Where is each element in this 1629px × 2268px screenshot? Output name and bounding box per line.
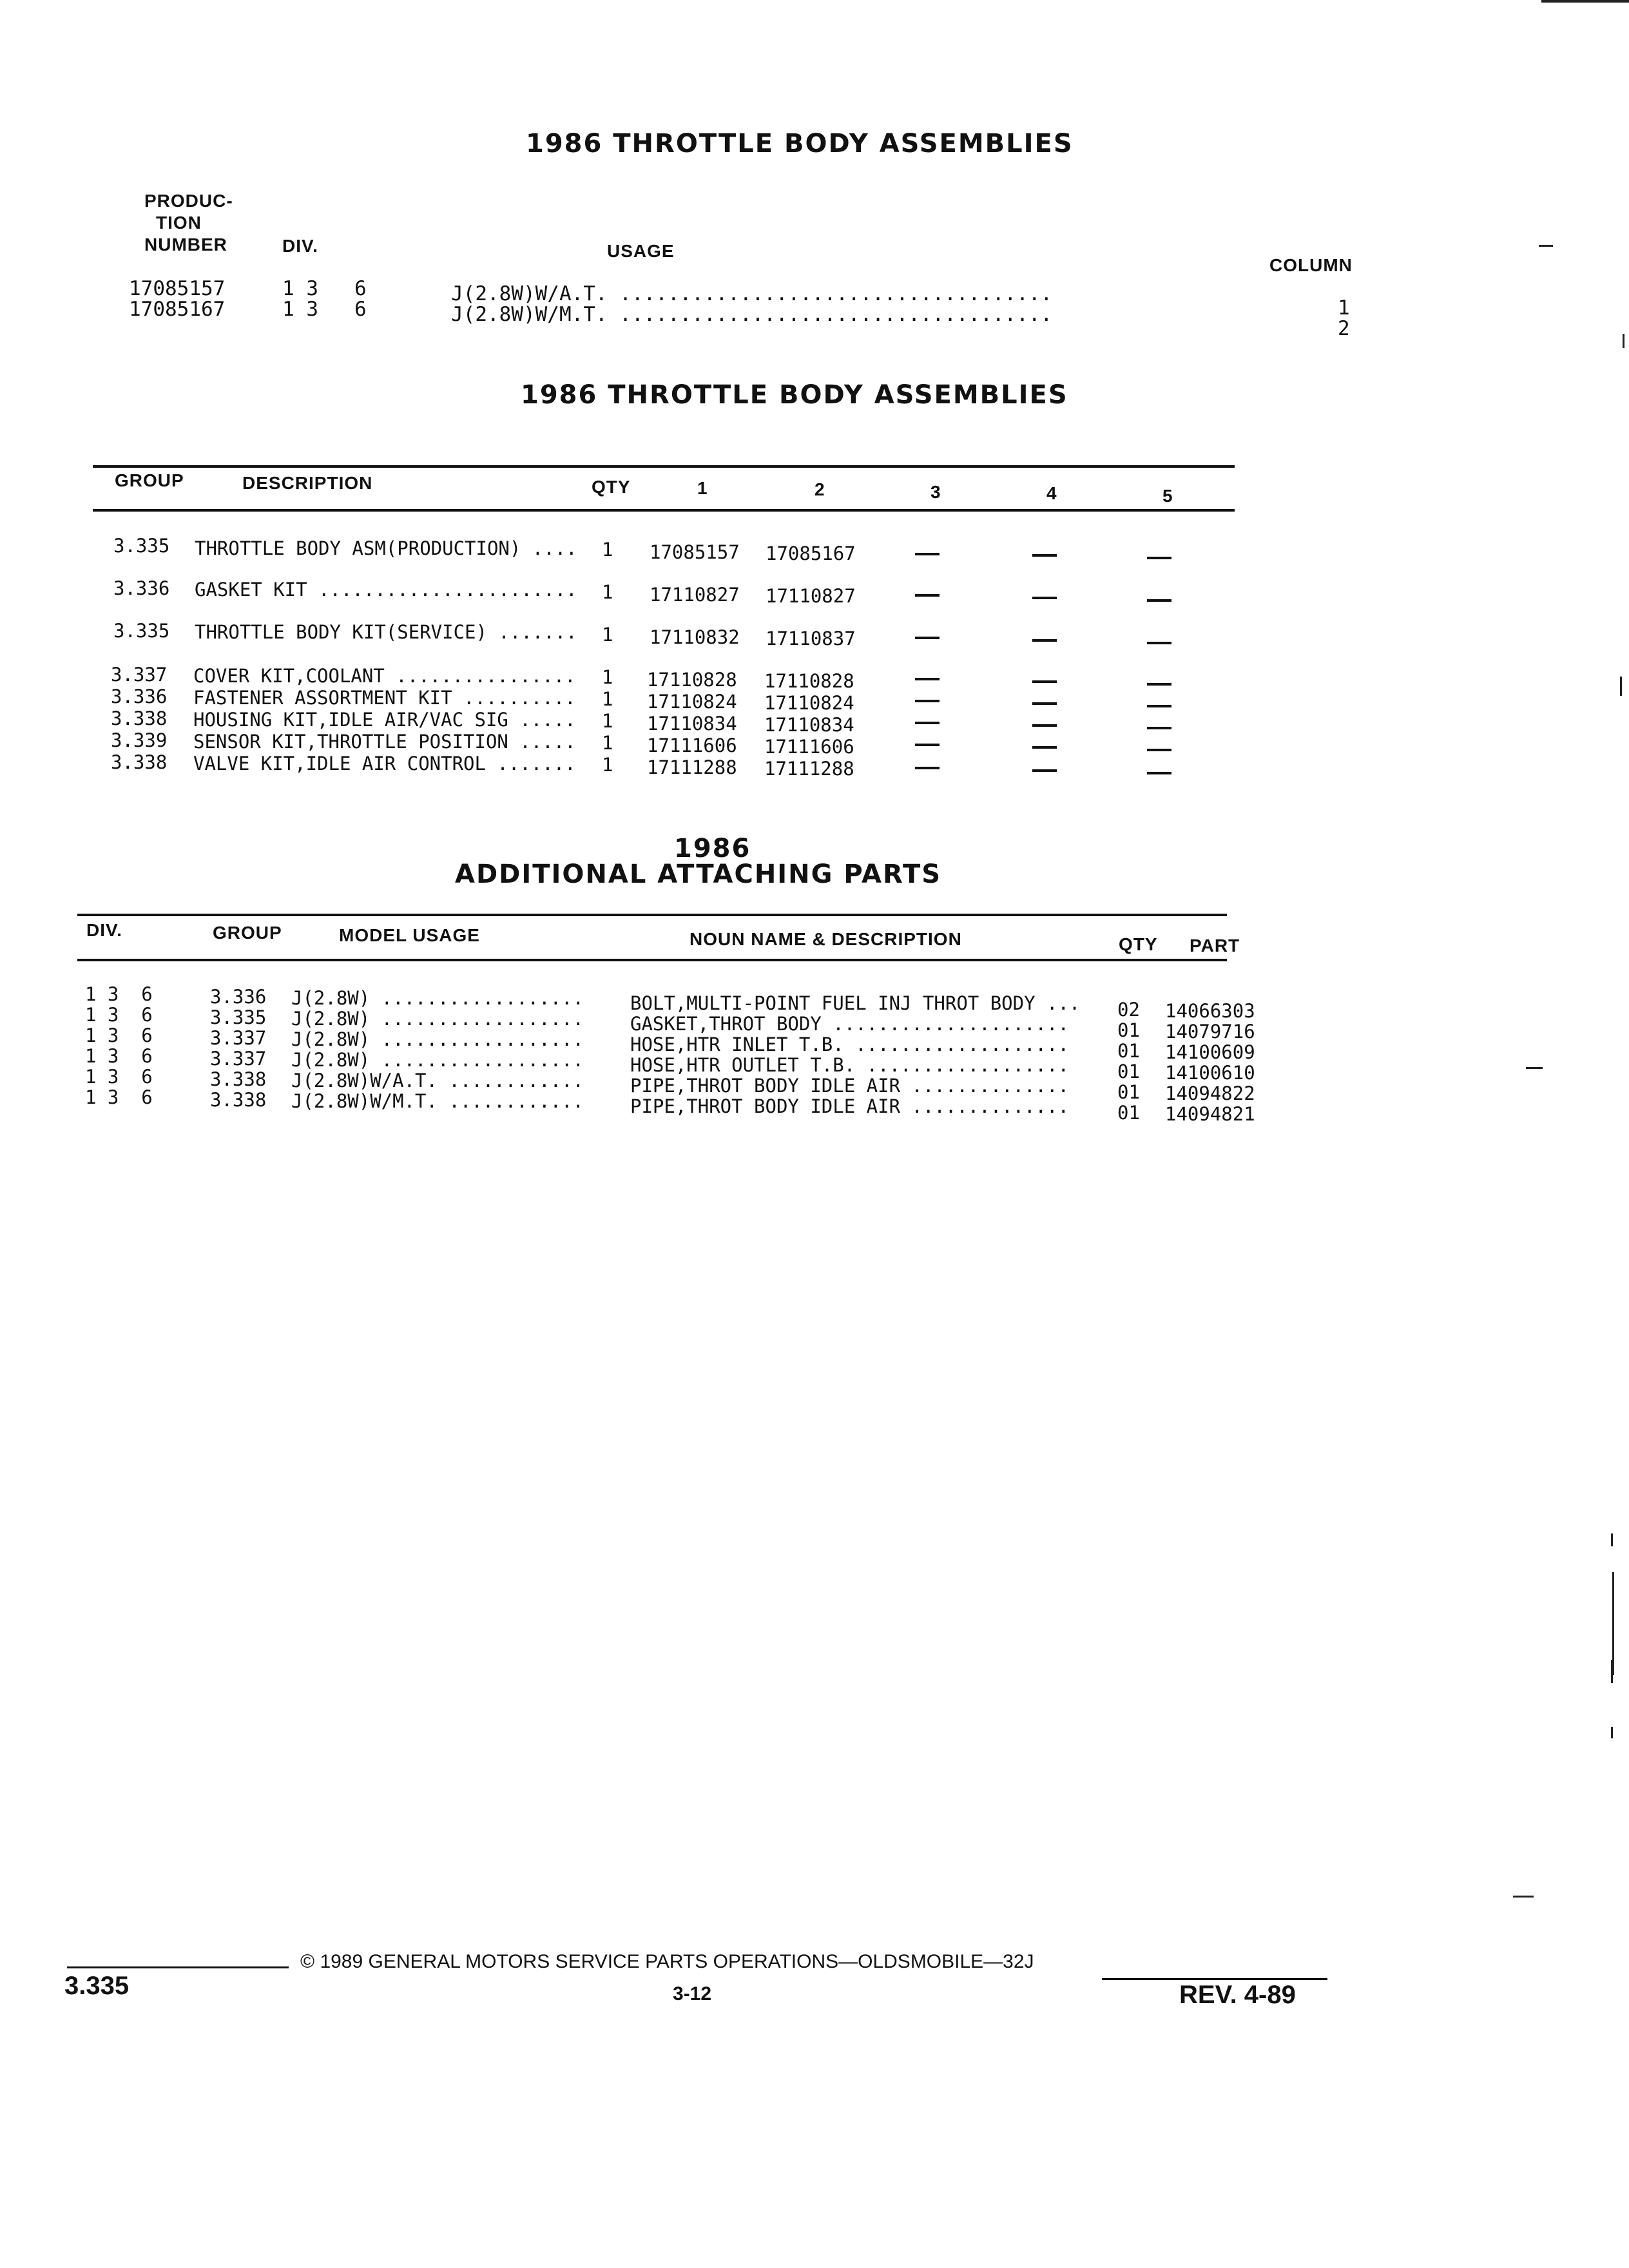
part-number: 14094821 xyxy=(1165,1103,1255,1125)
qty-header: QTY xyxy=(1119,934,1158,954)
group-header: GROUP xyxy=(213,923,282,943)
empty-column-4-dash xyxy=(1032,639,1057,642)
model-usage-header: MODEL USAGE xyxy=(339,925,480,945)
usage-text: J(2.8W)W/M.T. .................................... xyxy=(451,303,1053,326)
division-codes: 1 3 6 xyxy=(85,1024,153,1046)
production-number: 17085157 xyxy=(129,277,226,300)
part-qty: 01 xyxy=(1117,1040,1140,1062)
noun-description: HOSE,HTR INLET T.B. ................... xyxy=(630,1033,1069,1055)
noun-description: GASKET,THROT BODY ..................... xyxy=(630,1013,1069,1035)
division-codes: 1 3 6 xyxy=(85,1045,153,1067)
item-description: COVER KIT,COOLANT ................ xyxy=(193,665,576,687)
part-column-1: 17085157 xyxy=(650,541,740,563)
noun-description: HOSE,HTR OUTLET T.B. .................. xyxy=(630,1054,1069,1076)
group-number: 3.339 xyxy=(111,729,168,751)
part-qty: 02 xyxy=(1117,999,1140,1021)
production-header-line1: PRODUC- xyxy=(144,191,233,211)
item-description: SENSOR KIT,THROTTLE POSITION ..... xyxy=(193,731,576,753)
item-qty: 1 xyxy=(602,624,613,646)
empty-column-5-dash xyxy=(1147,749,1171,751)
part-qty: 01 xyxy=(1117,1061,1140,1082)
empty-column-5-dash xyxy=(1147,599,1171,602)
item-description: THROTTLE BODY KIT(SERVICE) ....... xyxy=(195,621,577,643)
empty-column-4-dash xyxy=(1032,597,1057,599)
column-3-header: 3 xyxy=(930,482,941,502)
column-header: COLUMN xyxy=(1269,255,1353,275)
empty-column-5-dash xyxy=(1147,705,1171,707)
production-header-line2: TION xyxy=(156,213,202,233)
empty-column-3-dash xyxy=(915,553,940,555)
item-qty: 1 xyxy=(602,581,613,603)
model-usage: J(2.8W)W/M.T. ............ xyxy=(291,1090,584,1112)
empty-column-5-dash xyxy=(1147,557,1171,559)
group-number: 3.337 xyxy=(210,1027,267,1049)
part-number: 14100610 xyxy=(1165,1062,1255,1084)
div-header: DIV. xyxy=(282,236,318,256)
column-number: 1 xyxy=(1338,296,1350,320)
item-description: FASTENER ASSORTMENT KIT .......... xyxy=(193,687,576,709)
part-column-2: 17111606 xyxy=(764,736,854,758)
group-number: 3.335 xyxy=(113,620,170,642)
part-number: 14100609 xyxy=(1165,1041,1255,1063)
parts-table-top-rule xyxy=(77,914,1227,916)
part-column-2: 17111288 xyxy=(764,758,854,780)
part-column-2: 17110837 xyxy=(766,628,856,649)
empty-column-4-dash xyxy=(1032,746,1057,749)
scan-mark xyxy=(1513,1896,1534,1898)
division-codes: 1 3 6 xyxy=(282,298,367,321)
division-codes: 1 3 6 xyxy=(282,277,367,300)
model-usage: J(2.8W)W/A.T. ............ xyxy=(291,1070,584,1091)
scan-mark xyxy=(1611,1533,1613,1546)
empty-column-4-dash xyxy=(1032,702,1057,705)
group-number: 3.335 xyxy=(113,535,170,557)
part-column-2: 17110827 xyxy=(766,585,856,607)
part-number: 14079716 xyxy=(1165,1021,1255,1043)
part-qty: 01 xyxy=(1117,1102,1140,1124)
footer-page-number: 3-12 xyxy=(673,1983,712,2004)
empty-column-3-dash xyxy=(915,637,940,639)
division-codes: 1 3 6 xyxy=(85,1086,153,1108)
empty-column-3-dash xyxy=(915,722,940,724)
part-header: PART xyxy=(1190,936,1240,956)
group-number: 3.336 xyxy=(113,577,170,599)
part-column-1: 17110828 xyxy=(647,669,737,691)
empty-column-4-dash xyxy=(1032,554,1057,557)
noun-description: BOLT,MULTI-POINT FUEL INJ THROT BODY ... xyxy=(630,992,1081,1014)
group-number: 3.336 xyxy=(210,986,267,1008)
empty-column-3-dash xyxy=(915,594,940,597)
division-codes: 1 3 6 xyxy=(85,983,153,1005)
empty-column-3-dash xyxy=(915,744,940,746)
group-number: 3.338 xyxy=(111,751,168,773)
scan-mark xyxy=(1623,334,1624,348)
footer-left-rule xyxy=(67,1966,289,1968)
part-column-2: 17085167 xyxy=(766,543,856,564)
group-header: GROUP xyxy=(115,470,184,490)
empty-column-3-dash xyxy=(915,678,940,680)
section3-title: ADDITIONAL ATTACHING PARTS xyxy=(455,860,942,889)
scan-mark xyxy=(1541,0,1629,3)
scan-mark xyxy=(1539,245,1553,247)
empty-column-5-dash xyxy=(1147,727,1171,729)
section2-title: 1986 THROTTLE BODY ASSEMBLIES xyxy=(521,380,1068,410)
part-qty: 01 xyxy=(1117,1081,1140,1103)
column-5-header: 5 xyxy=(1162,486,1173,506)
model-usage: J(2.8W) .................. xyxy=(291,1008,584,1030)
part-column-1: 17110827 xyxy=(650,584,740,606)
scan-mark xyxy=(1526,1067,1543,1069)
group-number: 3.338 xyxy=(210,1089,267,1111)
noun-description-header: NOUN NAME & DESCRIPTION xyxy=(689,929,962,949)
empty-column-4-dash xyxy=(1032,769,1057,772)
item-description: THROTTLE BODY ASM(PRODUCTION) .... xyxy=(195,537,577,559)
division-codes: 1 3 6 xyxy=(85,1066,153,1088)
group-number: 3.336 xyxy=(111,686,168,707)
part-number: 14066303 xyxy=(1165,1000,1255,1022)
empty-column-5-dash xyxy=(1147,772,1171,774)
item-description: HOUSING KIT,IDLE AIR/VAC SIG ..... xyxy=(193,709,576,731)
item-qty: 1 xyxy=(602,688,613,710)
part-column-2: 17110828 xyxy=(764,670,854,692)
part-column-1: 17110824 xyxy=(647,691,737,713)
group-number: 3.338 xyxy=(210,1068,267,1090)
empty-column-4-dash xyxy=(1032,724,1057,727)
item-qty: 1 xyxy=(602,666,613,688)
item-description: VALVE KIT,IDLE AIR CONTROL ....... xyxy=(193,753,576,774)
part-qty: 01 xyxy=(1117,1019,1140,1041)
empty-column-3-dash xyxy=(915,700,940,702)
group-number: 3.337 xyxy=(210,1048,267,1070)
group-number: 3.338 xyxy=(111,707,168,729)
item-qty: 1 xyxy=(602,710,613,732)
table-header-rule xyxy=(93,509,1235,512)
part-column-2: 17110834 xyxy=(764,714,854,736)
part-column-1: 17110834 xyxy=(647,713,737,735)
model-usage: J(2.8W) .................. xyxy=(291,1028,584,1050)
empty-column-4-dash xyxy=(1032,680,1057,683)
empty-column-3-dash xyxy=(915,767,940,769)
scan-mark xyxy=(1620,677,1622,696)
division-codes: 1 3 6 xyxy=(85,1004,153,1026)
section3-title-year: 1986 xyxy=(674,834,751,863)
empty-column-5-dash xyxy=(1147,683,1171,686)
column-4-header: 4 xyxy=(1046,483,1057,503)
part-column-1: 17111288 xyxy=(647,756,737,778)
parts-table-header-rule xyxy=(77,959,1227,961)
model-usage: J(2.8W) .................. xyxy=(291,1049,584,1071)
item-qty: 1 xyxy=(602,732,613,754)
qty-header: QTY xyxy=(592,477,631,497)
part-column-2: 17110824 xyxy=(764,692,854,714)
scan-mark xyxy=(1611,1727,1613,1738)
empty-column-5-dash xyxy=(1147,642,1171,644)
column-2-header: 2 xyxy=(815,479,825,499)
item-description: GASKET KIT ....................... xyxy=(195,579,577,601)
number-header: NUMBER xyxy=(144,235,227,255)
usage-text: J(2.8W)W/A.T. .................................... xyxy=(451,282,1053,305)
noun-description: PIPE,THROT BODY IDLE AIR .............. xyxy=(630,1095,1069,1117)
scan-mark xyxy=(1611,1660,1613,1683)
div-header: DIV. xyxy=(86,920,122,940)
group-number: 3.335 xyxy=(210,1006,267,1028)
usage-header: USAGE xyxy=(607,241,675,261)
footer-section-number: 3.335 xyxy=(64,1972,130,2000)
part-column-1: 17110832 xyxy=(650,626,740,648)
production-number: 17085167 xyxy=(129,298,226,321)
part-column-1: 17111606 xyxy=(647,735,737,756)
column-1-header: 1 xyxy=(697,478,708,498)
description-header: DESCRIPTION xyxy=(242,473,373,493)
group-number: 3.337 xyxy=(111,664,168,686)
item-qty: 1 xyxy=(602,754,613,776)
section1-title: 1986 THROTTLE BODY ASSEMBLIES xyxy=(526,129,1074,159)
part-number: 14094822 xyxy=(1165,1082,1255,1104)
item-qty: 1 xyxy=(602,539,613,561)
footer-copyright: © 1989 GENERAL MOTORS SERVICE PARTS OPERATIONS—OLDSMOBILE—32J xyxy=(300,1951,1034,1972)
footer-right-rule xyxy=(1102,1978,1327,1980)
noun-description: PIPE,THROT BODY IDLE AIR .............. xyxy=(630,1075,1069,1097)
table-top-rule xyxy=(93,465,1235,468)
column-number: 2 xyxy=(1338,317,1350,340)
model-usage: J(2.8W) .................. xyxy=(291,987,584,1009)
footer-revision: REV. 4-89 xyxy=(1179,1981,1296,2009)
